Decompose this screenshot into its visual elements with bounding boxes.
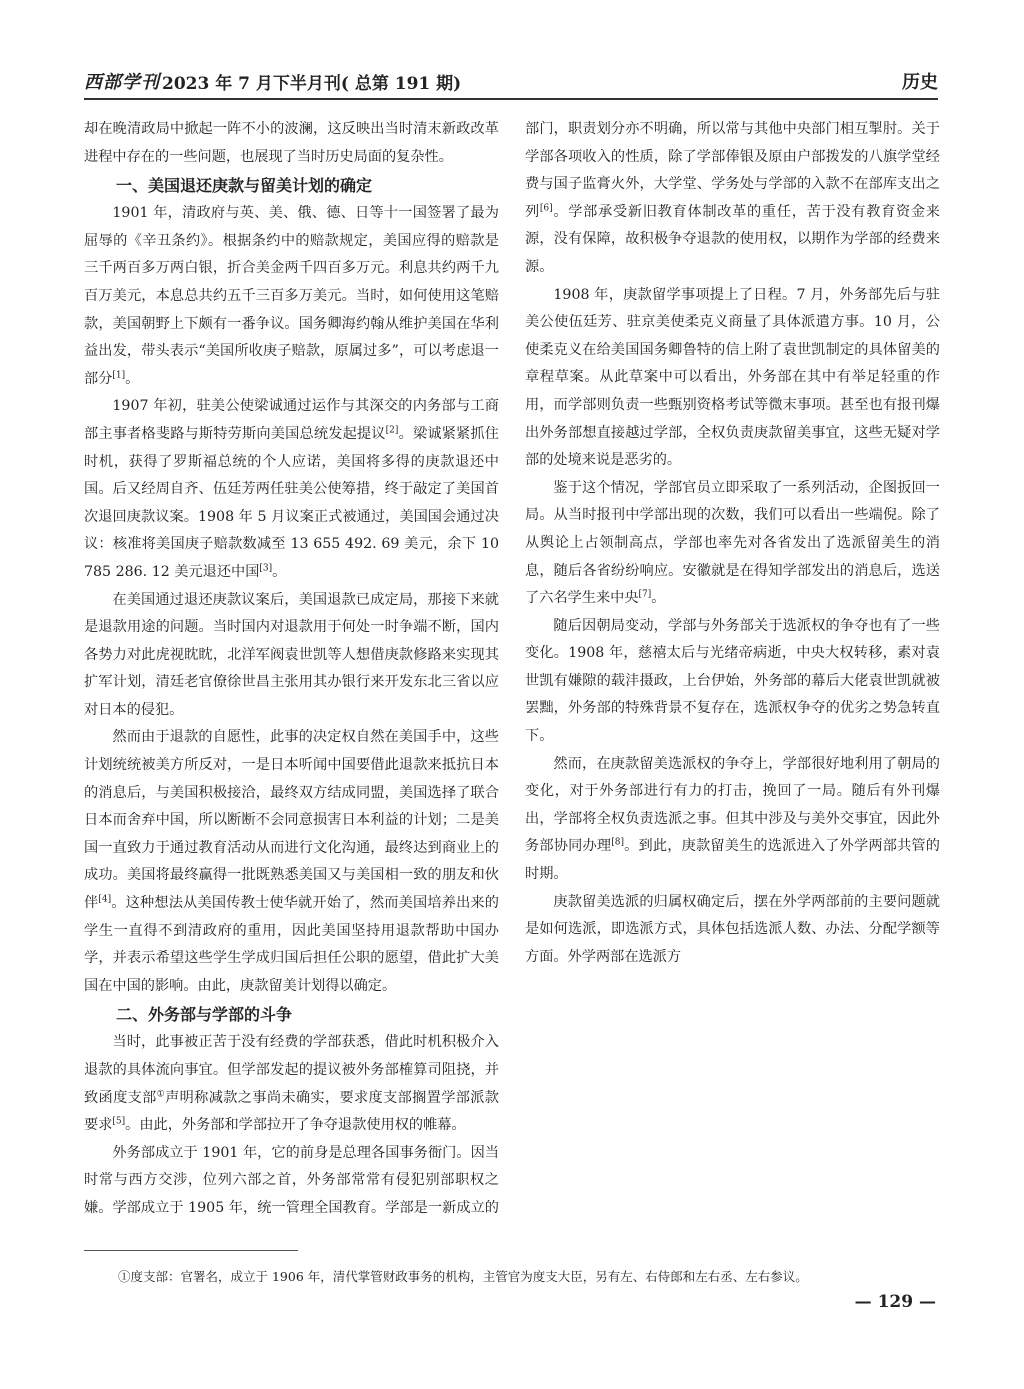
section-heading: 一、美国退还庚款与留美计划的确定 <box>116 176 373 196</box>
paragraph-text: 外务部成立于 1901 年，它的前身是总理各国事务衙门。因当时常与西方交涉，位列六部之首，外务部常常有侵犯别部职权之嫌。学部成立于 1905 年，统一管理全国教育。学部是一新成立的部门，职责划分亦不明确，所以常与其他中央部门相互掣肘。关于学部各项收入的性质，除了学部俸银及原由户部拨发的八旗学堂经费与国子监膏火外，大学堂、学务处与学部的入款不在部库支出之列 <box>84 121 940 1216</box>
paragraph-text: 在美国通过退还庚款议案后，美国退款已成定局，那接下来就是退款用途的问题。当时国内对退款用于何处一时争端不断，国内各势力对此虎视眈眈，北洋军阀袁世凯等人想借庚款修路来实现其扩军计划，清廷老官僚徐世昌主张用其办银行来开发东北三省以应对日本的侵犯。 <box>84 591 499 718</box>
running-header <box>84 68 938 100</box>
paragraph <box>525 475 940 613</box>
footnote-divider <box>84 1250 298 1251</box>
paragraph-text: 却在晚清政局中掀起一阵不小的波澜，这反映出当时清末新政改革进程中存在的一些问题，也展现了当时历史局面的复杂性。 <box>84 121 499 165</box>
paragraph <box>84 116 499 171</box>
journal-logo: 西部学刊 <box>84 72 160 93</box>
citation: [2] <box>385 425 399 436</box>
footnote: ①度支部：官署名，成立于 1906 年，清代掌管财政事务的机构，主管官为度支大臣，另有左、右侍郎和左右丞、左右参议。 <box>118 1269 808 1284</box>
paragraph-text: 随后因朝局变动，学部与外务部关于选派权的争夺也有了一些变化。1908 年，慈禧太后与光绪帝病逝，中央大权转移，素对袁世凯有嫌隙的载沣摄政，上台伊始，外务部的幕后大佬袁世凯就被罢黜，外务部的特殊背景不复存在，选派权争夺的优劣之势急转直下。 <box>525 617 940 745</box>
paragraph-text: 1901 年，清政府与英、美、俄、德、日等十一国签署了最为屈辱的《辛丑条约》。根据条约中的赔款规定，美国应得的赔款是三千两百多万两白银，折合美金两千四百多万元。利息共约两千九百万美元，本息总共约五千三百多万美元。当时，如何使用这笔赔款，美国朝野上下颇有一番争议。国务卿海约翰从维护美国在华利益出发，带头表示“美国所收庚子赔款，原属过多”，可以考虑退一部分 <box>84 205 499 387</box>
paragraph <box>84 200 499 393</box>
citation: [4] <box>98 894 112 905</box>
paragraph-text: 当时，此事被正苦于没有经费的学部获悉，借此时机积极介入退款的具体流向事宜。但学部发起的提议被外务部榷算司阻挠，并致函度支部 <box>84 1034 499 1106</box>
paragraph <box>525 613 940 751</box>
paragraph <box>525 889 940 972</box>
paragraph-text: 然而由于退款的自愿性，此事的决定权自然在美国手中，这些计划统统被美方所反对，一是日本听闻中国要借此退款来抵抗日本的消息后，与美国积极接洽，最终双方结成同盟，美国选择了联合日本而舍弃中国，所以断断不会同意损害日本利益的计划；二是美国一直致力于通过教育活动从而进行文化沟通，最终达到商业上的成功。美国将最终赢得一批既熟悉美国又与美国相一致的朋友和伙伴 <box>84 729 499 912</box>
paragraph <box>525 751 940 889</box>
citation: [8] <box>611 837 624 848</box>
citation: [3] <box>259 563 273 574</box>
citation: [7] <box>638 589 652 600</box>
paragraph <box>84 393 499 586</box>
paragraph-text: 庚款留美选派的归属权确定后，摆在外学两部前的主要问题就是如何选派，即选派方式，具体包括选派人数、办法、分配学额等方面。外学两部在选派方 <box>525 893 940 965</box>
paragraph-text: 。 <box>651 590 666 607</box>
citation: [1] <box>112 370 126 381</box>
citation: [6] <box>539 203 553 214</box>
issue-info: 2023 年 7 月下半月刊( 总第 191 期) <box>162 74 462 94</box>
citation: [5] <box>112 1116 126 1127</box>
header-left <box>84 68 461 98</box>
paragraph-text: 。梁诚紧紧抓住时机，获得了罗斯福总统的个人应诺，美国将多得的庚款退还中国。后又经周自齐、伍廷芳两任驻美公使筹措，终于敲定了美国首次退回庚款议案。1908 年 5 月议案正式被通过，美国国会通过决议：核准将美国庚子赔款数减至 13 655 492. 69 美元，余下 10 785 286. 12 美元退还中国 <box>84 425 499 580</box>
footnote-marker: ① <box>156 1088 166 1099</box>
paragraph <box>84 587 499 725</box>
paragraph-text: 。到此，庚款留美生的选派进入了外学两部共管的时期。 <box>525 838 940 883</box>
paragraph-text: 鉴于这个情况，学部官员立即采取了一系列活动，企图扳回一局。从当时报刊中学部出现的次数，我们可以看出一些端倪。除了从舆论上占领制高点，学部也率先对各省发出了选派留美生的消息，随后各省纷纷响应。安徽就是在得知学部发出的消息后，选送了六名学生来中央 <box>525 479 940 607</box>
paragraph-text: 然而，在庚款留美选派权的争夺上，学部很好地利用了朝局的变化，对于外务部进行有力的打击，挽回了一局。随后有外刊爆出，学部将全权负责选派之事。但其中涉及与美外交事宜，因此外务部协同办理 <box>525 755 940 855</box>
paragraph-text: 。 <box>272 563 287 580</box>
section-heading: 二、外务部与学部的斗争 <box>116 1005 293 1025</box>
paragraph-text: 。这种想法从美国传教士使华就开始了，然而美国培养出来的学生一直得不到清政府的重用，因此美国坚持用退款帮助中国办学，并表示希望这些学生学成归国后担任公职的愿望，借此扩大美国在中国的影响。由此，庚款留美计划得以确定。 <box>84 895 499 994</box>
paragraph-text: 1907 年初，驻美公使梁诚通过运作与其深交的内务部与工商部主事者格斐路与斯特劳斯向美国总统发起提议 <box>84 398 499 442</box>
article-body <box>84 116 940 1240</box>
paragraph <box>84 1029 499 1139</box>
paragraph-text: 。学部承受新旧教育体制改革的重任，苦于没有教育资金来源，没有保障，故积极争夺退款的使用权，以期作为学部的经费来源。 <box>525 203 940 275</box>
section-label: 历史 <box>902 72 938 93</box>
page-number: — 129 — <box>854 1292 936 1312</box>
paragraph-text: 声明称减款之事尚未确实，要求度支部搁置学部派款要求 <box>84 1089 499 1134</box>
paragraph-text: 。由此，外务部和学部拉开了争夺退款使用权的帷幕。 <box>125 1117 466 1134</box>
paragraph <box>525 282 940 475</box>
paragraph-text: 。 <box>125 370 140 387</box>
paragraph-text: 1908 年，庚款留学事项提上了日程。7 月，外务部先后与驻美公使伍廷芳、驻京美使柔克义商量了具体派遣方事。10 月，公使柔克义在给美国国务卿鲁特的信上附了袁世凯制定的具体留美的章程草案。从此草案中可以看出，外务部在其中有举足轻重的作用，而学部则负责一些甄别资格考试等微末事项。甚至也有报刊爆出外务部想直接越过学部，全权负责庚款留美事宜，这些无疑对学部的处境来说是恶劣的。 <box>525 286 940 469</box>
paragraph <box>84 724 499 1000</box>
